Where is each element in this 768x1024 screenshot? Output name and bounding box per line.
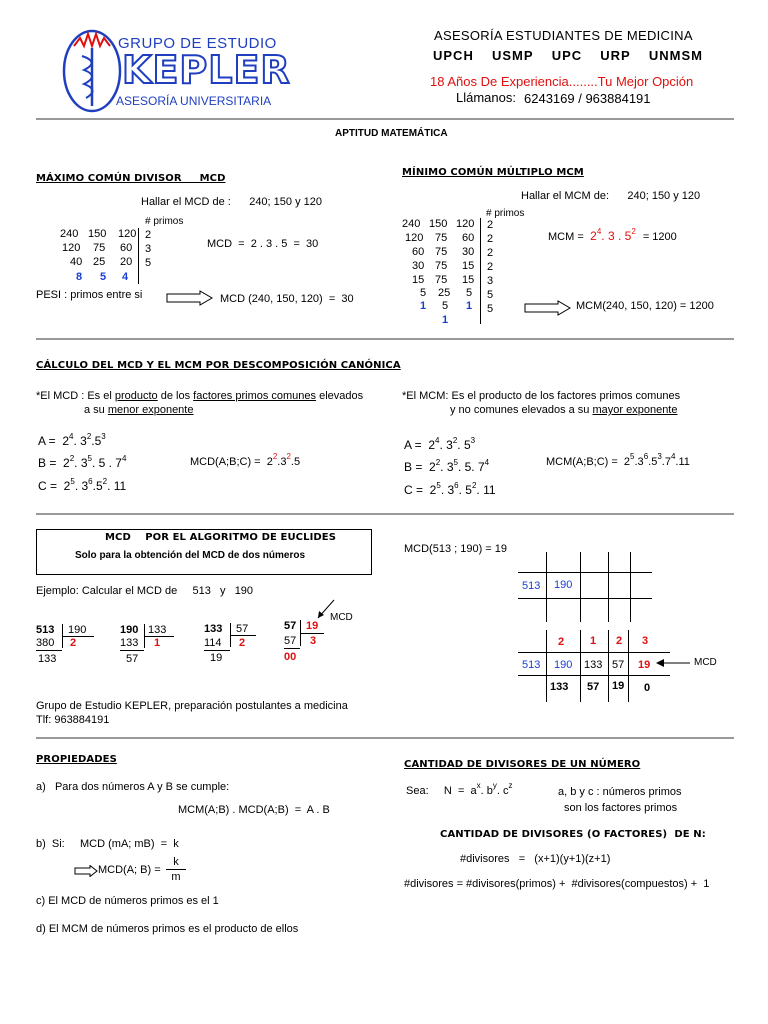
prop-b-fraction [166,856,186,883]
step-dividend: 133 [204,623,223,635]
mcm-cell: 5 [420,287,427,299]
step-product: 114 [204,637,222,649]
euclides-example: Ejemplo: Calcular el MCD de 513 y 190 [36,585,254,597]
step-divisor: 57 [236,623,249,635]
euclides-step-4 [284,620,364,666]
mcd-abc: MCD(A;B;C) = $2^2.3^2.5$ [190,452,301,468]
label-b: B = [404,460,423,474]
mcm-table-line [480,218,481,324]
step-dividend: 513 [36,624,55,636]
mcd-cell: 40 [70,256,83,268]
mcm-prompt: Hallar el MCM de: 240; 150 y 120 [521,190,701,202]
mcm-cell: 1 [442,314,449,326]
footer-line-1: Grupo de Estudio KEPLER, preparación postulantes a medicina [36,700,348,712]
mcm-prime: 5 [487,303,494,315]
mcd-cell: 8 [76,271,83,283]
grid-mcd-label: MCD [694,657,717,668]
university-unmsm: UNMSM [648,48,703,63]
mcd-cell: 5 [100,271,107,283]
mcm-prime: 2 [487,247,494,259]
implies-arrow-icon [74,865,98,877]
grid-quotient: 2 [616,635,623,647]
logo-bottom-text: ASESORÍA UNIVERSITARIA [116,94,272,108]
mcd-cell: 150 [88,228,107,240]
prop-b-formula: MCD(A; B) = [98,864,161,876]
fraction-denominator: m [171,871,181,883]
mcm-cell: 15 [462,274,475,286]
step-quotient: 2 [70,637,77,649]
mcm-cell: 15 [412,274,425,286]
grid-cell: 513 [522,659,541,671]
step-dividend: 57 [284,620,297,632]
mcm-cell: 75 [435,260,448,272]
factor-b-left: $B = 2^2$. $3^5$. 5 . $7^4$ [38,454,127,470]
euclides-box [36,529,372,575]
prop-c: c) El MCD de números primos es el 1 [36,895,219,907]
mcm-prime: 2 [487,219,494,231]
sea-line: Sea: $N = a^x$. $b^y$. $c^z$ [406,781,513,797]
step-rest: 19 [210,652,223,664]
mcm-cell: 5 [466,287,473,299]
mcd-cell: 120 [62,242,81,254]
mcm-primes-label: # primos [486,208,525,219]
mcd-cell: 25 [93,256,106,268]
prop-a: a) Para dos números A y B se cumple: [36,781,230,793]
fraction-numerator: k [173,856,179,868]
tagline: 18 Años De Experiencia........Tu Mejor Opción [430,74,694,89]
mcm-rule [402,390,680,402]
mcm-prime: 2 [487,233,494,245]
grid-cell: 0 [644,682,651,694]
mcm-cell: 75 [435,232,448,244]
mcm-prime: 3 [487,275,494,287]
mcd-cell: 20 [120,256,133,268]
mcd-rule-factores: factores primos comunes [193,390,317,402]
mcm-cell: 1 [420,300,427,312]
phone-label: Llámanos: [456,90,516,105]
mcd-rule-producto: producto [114,390,158,402]
step-dividend: 190 [120,624,139,636]
mcm-cell: 1 [466,300,473,312]
label-c: C = [38,479,58,493]
label-c: C = [404,483,424,497]
divisores-formula-2: #divisores = #divisores(primos) + #divisores(compuestos) + 1 [404,878,710,890]
mcm-abc-label: MCM(A;B;C) = [546,456,618,468]
phone-numbers: 6243169 / 963884191 [524,91,651,106]
mcm-heading: MÍNIMO COMÚN MÚLTIPLO MCM [402,167,584,178]
mcm-cell: 150 [429,218,448,230]
step-divisor: 19 [306,620,319,632]
mcd-prime: 5 [145,257,152,269]
prop-d: d) El MCM de números primos es el producto de ellos [36,923,299,935]
mcm-result-tail: = 1200 [642,231,677,243]
euclides-step-3 [204,623,284,669]
mcd-cell: 240 [60,228,79,240]
mcm-division-table [402,218,482,328]
university-upch: UPCH [433,48,474,63]
step-rest: 57 [126,653,139,665]
grid-quotient: 1 [590,635,597,647]
mcd-rule-text: a su [84,404,105,416]
mcd-primes-label: # primos [145,216,184,227]
canonical-heading: CÁLCULO DEL MCD Y EL MCM POR DESCOMPOSICIÓN CANÓNICA [36,360,401,371]
mcm-rule-text: y no comunes elevados a su [450,404,590,416]
grid-cell: 19 [612,680,625,692]
mcm-cell: 60 [412,246,425,258]
mcd-cell: 60 [120,242,133,254]
grid-cell: 133 [584,659,603,671]
university-upc: UPC [551,48,583,63]
step-divisor: 190 [68,624,87,636]
mcd-result: MCD = 2 . 3 . 5 = 30 [207,238,319,250]
mcd-prompt: Hallar el MCD de : 240; 150 y 120 [141,196,322,208]
mcm-cell: 240 [402,218,421,230]
mcm-prime: 2 [487,261,494,273]
factor-b-right: $B = 2^2$. $3^5$. 5. $7^4$ [404,458,490,474]
arrow-left-icon [656,658,690,668]
university-urp: URP [600,48,631,63]
mcm-rule-mayor: mayor exponente [592,404,678,416]
step-rest: 00 [284,651,297,663]
mcm-cell: 60 [462,232,475,244]
mcd-prime: 2 [145,229,152,241]
logo-top-text: GRUPO DE ESTUDIO [118,35,277,52]
mcm-cell: 75 [435,246,448,258]
mcd-rule-line2 [84,404,193,416]
grid-quotient: 2 [558,636,565,648]
mcm-abc: MCM(A;B;C) = $2^5.3^6.5^3.7^4.11$ [546,452,690,468]
mcm-prime: 5 [487,289,494,301]
mcm-result-factors: $2^4$. 3 . $5^2$ [586,227,636,243]
mcd-rule [36,390,363,402]
label-a: A = [38,434,56,448]
logo-main-text: KEPLER [122,48,291,92]
mcm-prime-col [487,218,493,316]
header-title: ASESORÍA ESTUDIANTES DE MEDICINA [434,28,693,43]
mcd-prime-col [145,228,151,270]
footer-line-2: Tlf: 963884191 [36,714,110,726]
step-quotient: 2 [239,637,246,649]
grid-cell: 513 [522,580,541,592]
grid-cell: 57 [587,681,600,693]
euclides-step-1 [36,624,116,670]
sea-label: Sea: [406,785,429,797]
factor-c-left: $C = 2^5$. $3^6.5^2$. 11 [38,477,127,493]
divider [36,118,734,120]
mcm-cell: 30 [462,246,475,258]
mcd-rule-text: de los [160,390,191,402]
euclides-subtitle: Solo para la obtención del MCD de dos números [75,550,306,561]
mcd-table-line [138,228,139,284]
step-divisor: 133 [148,624,167,636]
step-quotient: 3 [310,635,317,647]
mcd-heading: MÁXIMO COMÚN DIVISOR MCD [36,173,226,184]
euclides-result: MCD(513 ; 190) = 19 [404,543,508,555]
grid-cell: 19 [638,659,651,671]
mcd-final: MCD (240, 150, 120) = 30 [220,293,354,305]
euclides-step-2 [120,624,200,670]
step-product: 380 [36,637,55,649]
divider [36,513,734,515]
grid-cell: 190 [554,579,573,591]
divisores-subheading: CANTIDAD DE DIVISORES (O FACTORES) DE N: [440,829,706,840]
factor-a-right: $A = 2^4$. $3^2$. $5^3$ [404,436,476,452]
mcm-cell: 15 [462,260,475,272]
prop-a-formula: MCM(A;B) . MCD(A;B) = A . B [178,804,330,816]
step-rest: 133 [38,653,57,665]
mcm-rule-text: *El MCM: Es el producto de los factores primos comunes [402,390,681,402]
propiedades-heading: PROPIEDADES [36,754,117,765]
mcm-cell: 30 [412,260,425,272]
mcd-rule-menor: menor exponente [107,404,194,416]
mcd-prime: 3 [145,243,152,255]
euclides-grid-2 [510,630,710,710]
mcd-rule-text: *El MCD : Es el [36,390,112,402]
grid-quotient: 3 [642,635,649,647]
divisores-formula-1: #divisores = (x+1)(y+1)(z+1) [460,853,611,865]
arrow-right-icon [524,300,572,316]
factor-c-right: $C = 2^5$. $3^6$. $5^2$. 11 [404,481,496,497]
divisores-note-1: a, b y c : números primos [558,786,682,798]
mcm-final: MCM(240, 150, 120) = 1200 [576,300,714,312]
step-product: 133 [120,637,139,649]
mcd-cell: 75 [93,242,106,254]
factor-a-left: $A = 2^4$. $3^2.5^3$ [38,432,106,448]
arrow-right-icon [166,290,214,306]
step-product: 57 [284,635,297,647]
mcm-cell: 25 [438,287,451,299]
doc-title: APTITUD MATEMÁTICA [335,128,448,139]
divisores-note-2: son los factores primos [564,802,678,814]
mcd-cell: 120 [118,228,137,240]
mcm-cell: 120 [405,232,424,244]
mcd-cell: 4 [122,271,129,283]
step-quotient: 1 [154,637,161,649]
euclides-mcd-label: MCD [330,612,353,623]
mcm-cell: 75 [435,274,448,286]
divisores-heading: CANTIDAD DE DIVISORES DE UN NÚMERO [404,759,641,770]
universities [433,48,703,63]
grid-cell: 133 [550,681,569,693]
label-a: A = [404,438,422,452]
mcd-abc-label: MCD(A;B;C) = [190,456,261,468]
mcm-rule-line2 [450,404,677,416]
pesi-text: PESI : primos entre si [36,289,143,301]
euclides-title: MCD POR EL ALGORITMO DE EUCLIDES [105,532,337,543]
grid-cell: 57 [612,659,625,671]
divider [36,737,734,739]
mcm-result [548,229,677,243]
mcm-cell: 5 [442,300,449,312]
label-b: B = [38,456,57,470]
mcm-cell: 120 [456,218,475,230]
prop-b: b) Si: MCD (mA; mB) = k [36,838,179,850]
mcm-result-label: MCM = [548,231,584,243]
university-usmp: USMP [491,48,534,63]
grid-cell: 190 [554,659,573,671]
mcd-rule-text: elevados [319,390,364,402]
divider [36,338,734,340]
